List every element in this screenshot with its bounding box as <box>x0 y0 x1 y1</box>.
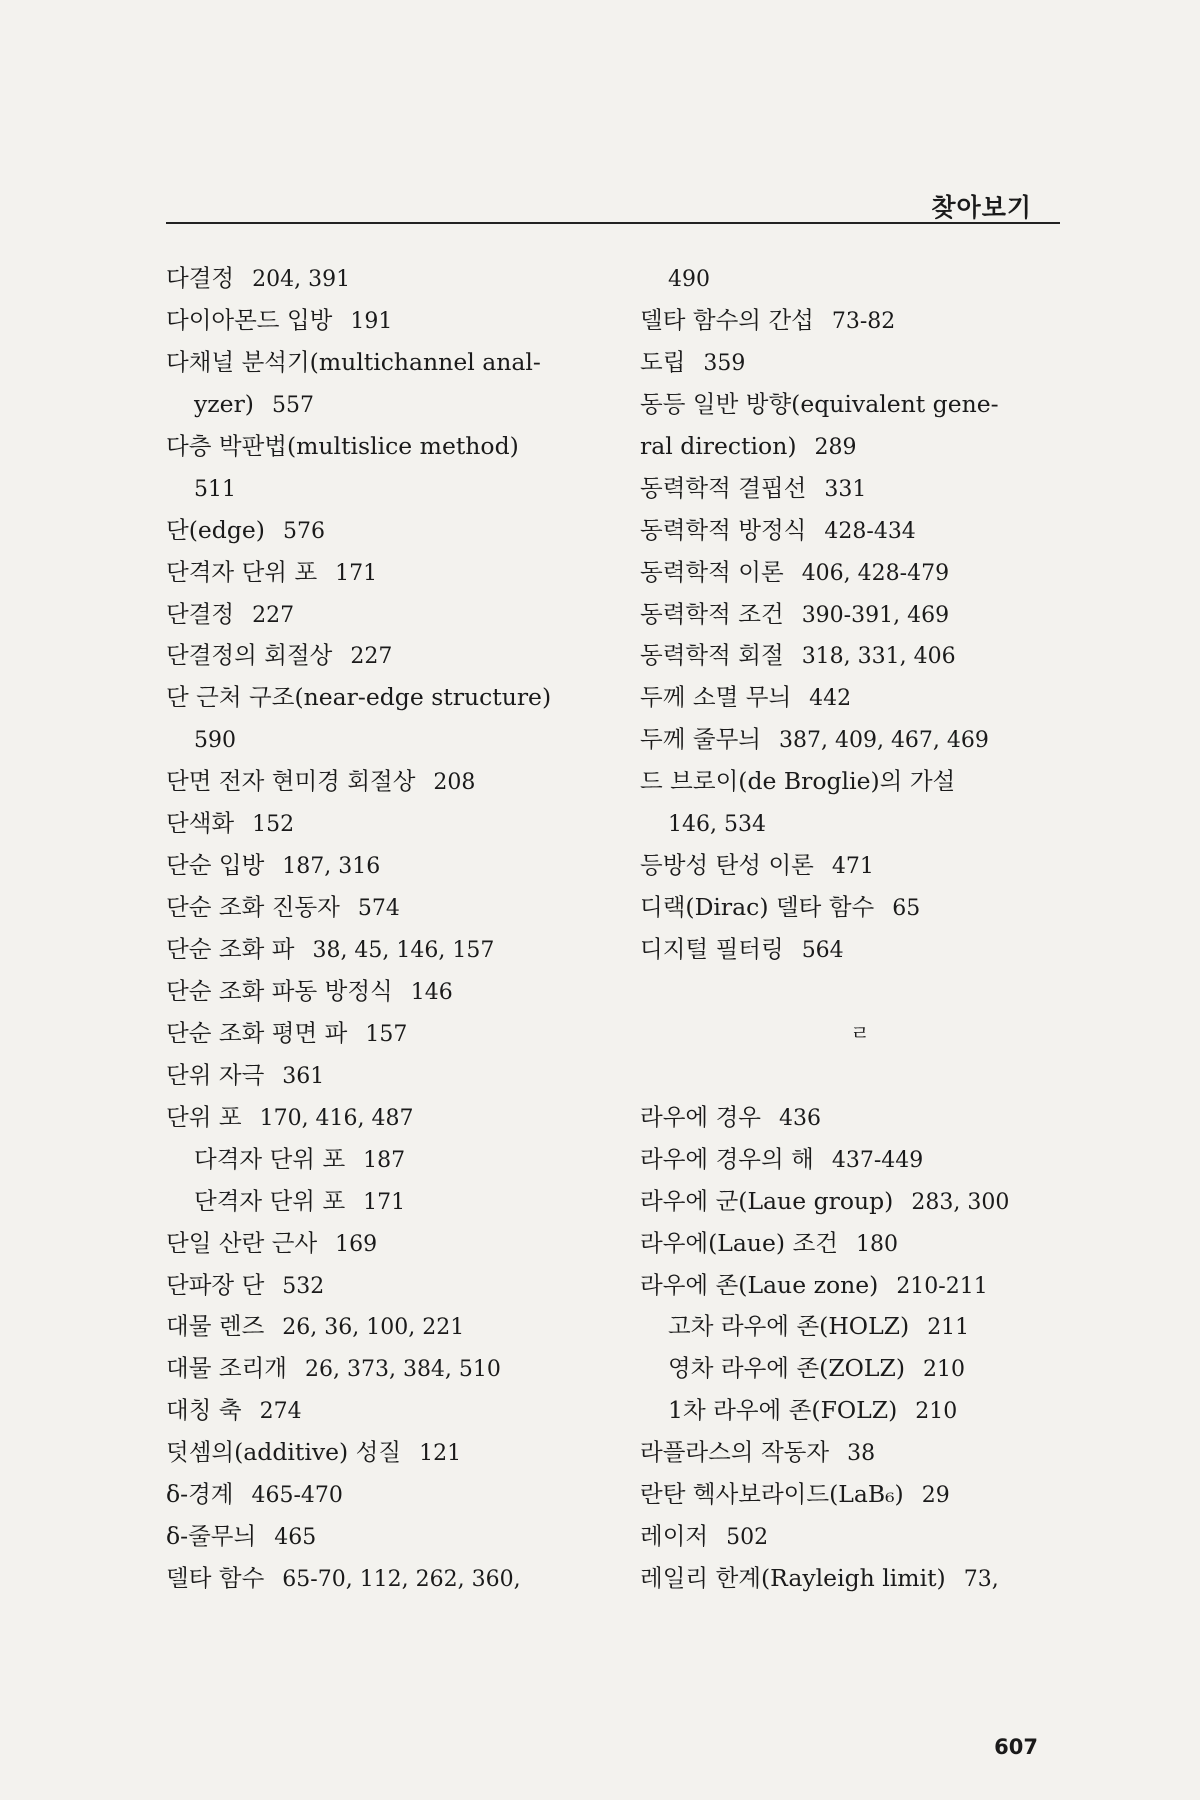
index-term: 델타 함수 <box>166 1564 265 1593</box>
index-pages: 490 <box>668 267 710 292</box>
index-entry <box>640 1139 1080 1181</box>
index-pages: 465 <box>274 1525 317 1551</box>
index-term: 도립 <box>640 347 686 376</box>
index-pages: 557 <box>271 392 314 418</box>
index-entry <box>640 1306 1080 1348</box>
index-pages: 146, 534 <box>668 812 766 838</box>
index-entry <box>640 803 1080 845</box>
index-term: 단순 조화 파동 방정식 <box>166 976 393 1005</box>
index-pages: 38, 45, 146, 157 <box>312 938 495 963</box>
index-term: 단순 입방 <box>166 851 265 880</box>
index-term: 대물 렌즈 <box>166 1312 265 1341</box>
index-pages: 210 <box>915 1399 958 1425</box>
index-entry <box>640 468 1080 510</box>
index-term: 다격자 단위 포 <box>194 1144 346 1173</box>
index-entry <box>640 1432 1080 1474</box>
index-pages: 318, 331, 406 <box>801 644 956 670</box>
index-term: 델타 함수의 간섭 <box>640 305 814 334</box>
index-term: 단위 포 <box>166 1102 242 1131</box>
index-term: 단결정의 회절상 <box>166 641 333 670</box>
index-entry <box>640 510 1080 552</box>
index-pages: 26, 36, 100, 221 <box>282 1315 465 1341</box>
index-entry <box>640 594 1080 636</box>
index-entry <box>166 300 606 342</box>
index-term: 동력학적 결핍선 <box>640 473 807 502</box>
index-pages: 502 <box>726 1525 769 1551</box>
index-term: 라우에 군(Laue group) <box>640 1186 894 1215</box>
index-term: 동력학적 회절 <box>640 641 784 670</box>
index-entry <box>166 1139 606 1181</box>
index-entry <box>166 1558 606 1600</box>
index-term: 고차 라우에 존(HOLZ) <box>668 1312 910 1341</box>
index-term: 다채널 분석기(multichannel anal- <box>166 347 541 376</box>
page-number: 607 <box>994 1735 1038 1759</box>
index-entry <box>640 1181 1080 1223</box>
index-pages: 191 <box>350 308 393 334</box>
header-title: 찾아보기 <box>931 193 1032 222</box>
index-pages: 331 <box>824 476 867 502</box>
index-pages: 26, 373, 384, 510 <box>304 1357 501 1383</box>
index-term: δ-경계 <box>166 1480 234 1509</box>
index-entry <box>166 1348 606 1390</box>
index-column-left <box>166 258 606 1600</box>
index-entry <box>640 258 1080 300</box>
index-pages: 574 <box>357 896 400 922</box>
index-entry <box>166 1223 606 1265</box>
index-entry <box>640 1223 1080 1265</box>
index-entry <box>640 342 1080 384</box>
index-pages: 471 <box>831 854 874 880</box>
index-entry <box>640 929 1080 971</box>
index-pages: 152 <box>252 812 295 838</box>
index-pages: 289 <box>814 434 857 460</box>
index-term: 단순 조화 진동자 <box>166 893 340 922</box>
index-pages: 576 <box>282 518 325 544</box>
index-entry <box>166 971 606 1013</box>
index-entry <box>166 845 606 887</box>
index-term: 다이아몬드 입방 <box>166 305 333 334</box>
index-pages: 590 <box>194 728 236 754</box>
index-term: 덧셈의(additive) 성질 <box>166 1438 402 1467</box>
header-rule <box>166 222 1060 224</box>
index-term: 단격자 단위 포 <box>194 1186 346 1215</box>
index-term: 란탄 헥사보라이드(LaB₆) <box>640 1480 904 1509</box>
index-entry <box>166 258 606 300</box>
index-term: ral direction) <box>640 431 797 460</box>
index-pages: 121 <box>419 1441 462 1467</box>
index-entry <box>166 1432 606 1474</box>
index-term: 라플라스의 작동자 <box>640 1438 830 1467</box>
index-entry <box>166 1306 606 1348</box>
index-term: 동력학적 이론 <box>640 557 784 586</box>
index-pages: 204, 391 <box>252 267 351 292</box>
index-term: 등방성 탄성 이론 <box>640 851 814 880</box>
index-term: 두께 줄무늬 <box>640 725 761 754</box>
index-term: 디랙(Dirac) 델타 함수 <box>640 893 875 922</box>
index-pages: 283, 300 <box>911 1189 1010 1215</box>
index-entry <box>640 1265 1080 1307</box>
index-term: 단결정 <box>166 599 235 628</box>
index-entry <box>640 426 1080 468</box>
index-pages: 169 <box>335 1231 378 1257</box>
index-pages: 29 <box>921 1483 950 1509</box>
index-pages: 157 <box>365 1021 408 1047</box>
index-pages: 387, 409, 467, 469 <box>778 728 989 754</box>
index-entry <box>166 887 606 929</box>
index-term: 대물 조리개 <box>166 1354 287 1383</box>
index-term: 단순 조화 파 <box>166 935 295 963</box>
index-entry <box>166 510 606 552</box>
index-term: 단격자 단위 포 <box>166 557 318 586</box>
index-term: 단순 조화 평면 파 <box>166 1018 348 1047</box>
index-entry <box>166 384 606 426</box>
index-pages: 359 <box>703 350 746 376</box>
index-pages: 274 <box>259 1399 302 1425</box>
index-entry <box>166 468 606 510</box>
index-entry <box>166 594 606 636</box>
index-entry <box>640 1097 1080 1139</box>
index-term: 다층 박판법(multislice method) <box>166 431 519 460</box>
index-entry <box>640 384 1080 426</box>
index-entry <box>640 845 1080 887</box>
index-pages: 73-82 <box>831 308 896 334</box>
index-pages: 227 <box>252 602 295 628</box>
index-pages: 564 <box>801 938 844 963</box>
index-pages: 436 <box>778 1105 821 1131</box>
index-entry <box>166 1097 606 1139</box>
index-pages: 187, 316 <box>282 854 381 880</box>
index-term: 라우에(Laue) 조건 <box>640 1228 838 1257</box>
index-term: 레이저 <box>640 1522 709 1551</box>
index-entry <box>640 761 1080 803</box>
index-term: 동력학적 방정식 <box>640 515 807 544</box>
index-term: 디지털 필터링 <box>640 935 784 963</box>
index-entry <box>640 635 1080 677</box>
index-term: 라우에 경우 <box>640 1102 761 1131</box>
index-pages: 361 <box>282 1063 325 1089</box>
index-entry <box>640 677 1080 719</box>
index-pages: 65 <box>892 896 921 922</box>
index-entry <box>166 1181 606 1223</box>
index-entry <box>640 1516 1080 1558</box>
index-entry <box>640 719 1080 761</box>
index-pages: 146 <box>410 979 453 1005</box>
index-term: 단위 자극 <box>166 1060 265 1089</box>
index-entry <box>640 887 1080 929</box>
index-pages: 65-70, 112, 262, 360, <box>282 1567 521 1593</box>
index-pages: 171 <box>363 1189 406 1215</box>
blank-line <box>640 1055 1080 1097</box>
index-pages: 180 <box>855 1231 898 1257</box>
index-term: 단(edge) <box>166 515 265 544</box>
index-entry <box>166 426 606 468</box>
index-entry <box>166 761 606 803</box>
index-pages: 187 <box>363 1147 406 1173</box>
index-term: 동력학적 조건 <box>640 599 784 628</box>
index-term: yzer) <box>194 389 254 418</box>
index-pages: 38 <box>847 1441 876 1467</box>
index-entry <box>166 677 606 719</box>
index-pages: 73, <box>963 1567 999 1593</box>
index-term: 다결정 <box>166 264 235 292</box>
index-pages: 227 <box>350 644 393 670</box>
index-term: 단면 전자 현미경 회절상 <box>166 767 416 796</box>
index-entry <box>166 1516 606 1558</box>
index-term: 영차 라우에 존(ZOLZ) <box>668 1354 906 1383</box>
index-term: 드 브로이(de Broglie)의 가설 <box>640 767 956 796</box>
index-term: 대칭 축 <box>166 1396 242 1425</box>
index-term: 단일 산란 근사 <box>166 1228 318 1257</box>
index-pages: 211 <box>927 1315 970 1341</box>
section-heading: ㄹ <box>850 1020 870 1045</box>
index-pages: 208 <box>433 770 476 796</box>
index-term: 1차 라우에 존(FOLZ) <box>668 1396 898 1425</box>
index-pages: 428-434 <box>824 518 916 544</box>
index-pages: 210-211 <box>896 1273 988 1299</box>
index-entry <box>640 1390 1080 1432</box>
index-term: 라우에 경우의 해 <box>640 1144 814 1173</box>
index-pages: 511 <box>194 476 236 502</box>
index-entry <box>640 1474 1080 1516</box>
index-pages: 210 <box>923 1357 966 1383</box>
index-column-right <box>640 258 1080 1600</box>
index-entry <box>166 1390 606 1432</box>
index-term: 동등 일반 방향(equivalent gene- <box>640 389 999 418</box>
index-term: 단 근처 구조(near-edge structure) <box>166 683 552 712</box>
index-pages: 465-470 <box>251 1483 343 1509</box>
index-term: 단색화 <box>166 809 235 838</box>
index-pages: 532 <box>282 1273 325 1299</box>
index-entry <box>166 635 606 677</box>
index-entry <box>640 552 1080 594</box>
index-pages: 390-391, 469 <box>801 602 950 628</box>
index-entry <box>166 342 606 384</box>
index-pages: 406, 428-479 <box>801 560 950 586</box>
index-entry <box>640 300 1080 342</box>
index-term: δ-줄무늬 <box>166 1522 257 1551</box>
index-pages: 442 <box>809 686 852 712</box>
index-term: 라우에 존(Laue zone) <box>640 1270 879 1299</box>
index-entry <box>166 1265 606 1307</box>
index-pages: 170, 416, 487 <box>259 1105 414 1131</box>
index-pages: 171 <box>335 560 378 586</box>
index-term: 레일리 한계(Rayleigh limit) <box>640 1564 946 1593</box>
index-entry <box>166 552 606 594</box>
index-entry <box>166 1013 606 1055</box>
index-entry <box>166 719 606 761</box>
index-term: 단파장 단 <box>166 1270 265 1299</box>
index-entry <box>640 1558 1080 1600</box>
blank-line <box>640 971 1080 1013</box>
index-entry <box>166 929 606 971</box>
index-entry <box>166 1474 606 1516</box>
index-entry <box>166 803 606 845</box>
index-entry <box>166 1055 606 1097</box>
index-pages: 437-449 <box>831 1147 924 1173</box>
index-entry <box>640 1348 1080 1390</box>
index-term: 두께 소멸 무늬 <box>640 683 792 712</box>
